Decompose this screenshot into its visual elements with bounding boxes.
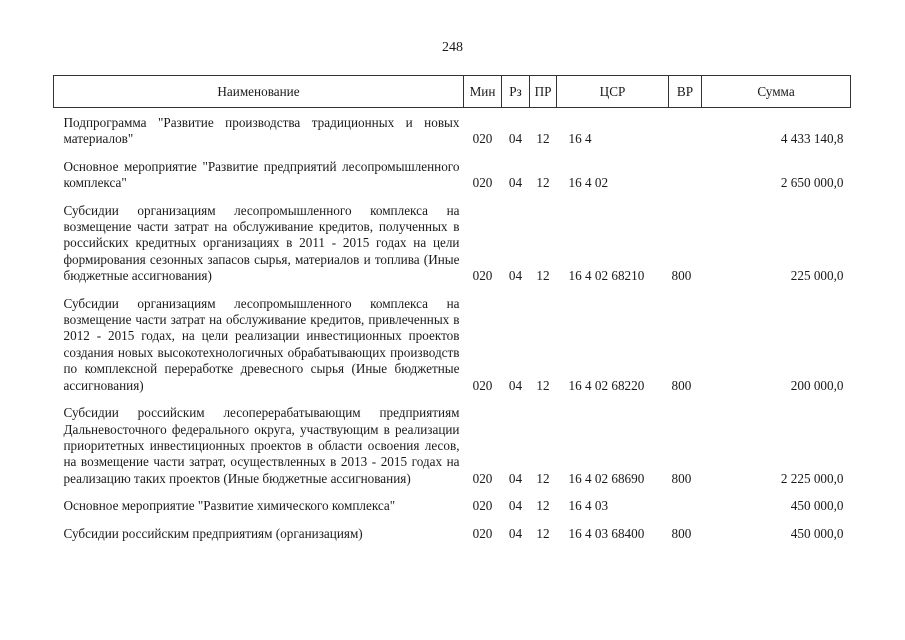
cell-sum: 2 225 000,0 xyxy=(780,470,844,486)
header-sum: Сумма xyxy=(702,76,851,108)
cell-name: Основное мероприятие "Развитие предприятий лесопромышленного комплекса" xyxy=(63,158,460,191)
cell-pr: 12 xyxy=(536,377,550,393)
cell-csr: 16 4 03 68400 xyxy=(568,525,645,541)
cell-vr xyxy=(669,498,702,525)
cell-csr: 16 4 02 xyxy=(568,175,609,191)
cell-vr: 800 xyxy=(671,268,692,284)
cell-rz: 04 xyxy=(508,498,523,514)
cell-rz: 04 xyxy=(508,377,523,393)
cell-vr: 800 xyxy=(671,377,692,393)
table-row xyxy=(54,405,851,498)
cell-csr: 16 4 xyxy=(568,131,592,147)
header-min: Мин xyxy=(464,76,502,108)
cell-csr: 16 4 03 xyxy=(568,498,609,514)
table-row xyxy=(54,526,851,542)
cell-sum: 225 000,0 xyxy=(790,268,844,284)
cell-sum: 200 000,0 xyxy=(790,377,844,393)
cell-csr: 16 4 02 68690 xyxy=(568,470,645,486)
cell-min: 020 xyxy=(472,470,493,486)
cell-min: 020 xyxy=(472,268,493,284)
cell-rz: 04 xyxy=(508,525,523,541)
table-row xyxy=(54,498,851,525)
header-csr: ЦСР xyxy=(557,76,669,108)
cell-sum: 450 000,0 xyxy=(790,525,844,541)
budget-table xyxy=(53,75,851,542)
cell-rz: 04 xyxy=(508,131,523,147)
cell-pr: 12 xyxy=(536,175,550,191)
cell-vr xyxy=(669,159,702,203)
table-row xyxy=(54,108,851,159)
cell-pr: 12 xyxy=(536,131,550,147)
cell-pr: 12 xyxy=(536,498,550,514)
cell-name: Основное мероприятие "Развитие химического комплекса" xyxy=(63,498,396,514)
cell-min: 020 xyxy=(472,175,493,191)
table-row xyxy=(54,159,851,203)
cell-vr xyxy=(669,108,702,159)
cell-name: Субсидии организациям лесопромышленного комплекса на возмещение части затрат на обслуживание кредитов, полученных в российских кредитных организациях в 2011 - 2015 годах на цели формирования сезонных запасов сырья, материалов и топлива (Иные бюджетные ассигнования) xyxy=(63,202,460,284)
page-number: 248 xyxy=(442,40,463,55)
cell-pr: 12 xyxy=(536,268,550,284)
header-name: Наименование xyxy=(54,76,464,108)
table-row xyxy=(54,296,851,405)
header-pr: ПР xyxy=(530,76,557,108)
cell-min: 020 xyxy=(472,498,493,514)
table-header-row xyxy=(54,76,851,108)
cell-vr: 800 xyxy=(671,525,692,541)
cell-pr: 12 xyxy=(536,525,550,541)
cell-min: 020 xyxy=(472,525,493,541)
cell-sum: 450 000,0 xyxy=(790,498,844,514)
cell-name: Подпрограмма "Развитие производства традиционных и новых материалов" xyxy=(63,115,460,147)
cell-name: Субсидии российским предприятиям (организациям) xyxy=(63,525,363,541)
cell-rz: 04 xyxy=(508,470,523,486)
cell-vr: 800 xyxy=(671,470,692,486)
cell-sum: 4 433 140,8 xyxy=(780,131,844,147)
cell-pr: 12 xyxy=(536,470,550,486)
cell-min: 020 xyxy=(472,377,493,393)
cell-rz: 04 xyxy=(508,268,523,284)
cell-rz: 04 xyxy=(508,175,523,191)
cell-name: Субсидии российским лесоперерабатывающим предприятиям Дальневосточного федерального округа, участвующим в реализации приоритетных инвестиционных проектов в области освоения лесов, на возмещение части затрат, осуществленных в 2013 - 2015 годах на реализацию таких проектов (Иные бюджетные ассигнования) xyxy=(63,405,460,486)
cell-csr: 16 4 02 68220 xyxy=(568,377,645,393)
cell-name: Субсидии организациям лесопромышленного комплекса на возмещение части затрат на обслуживание кредитов, привлеченных в 2012 - 2015 годах, на цели реализации инвестиционных проектов создания новых высокотехнологичных обрабатывающих производств по комплексной переработке древесного сырья (Иные бюджетные ассигнования) xyxy=(63,295,460,393)
cell-csr: 16 4 02 68210 xyxy=(568,268,645,284)
header-vr: ВР xyxy=(669,76,702,108)
table-row xyxy=(54,203,851,296)
header-rz: Рз xyxy=(502,76,530,108)
cell-sum: 2 650 000,0 xyxy=(780,175,844,191)
cell-min: 020 xyxy=(472,131,493,147)
